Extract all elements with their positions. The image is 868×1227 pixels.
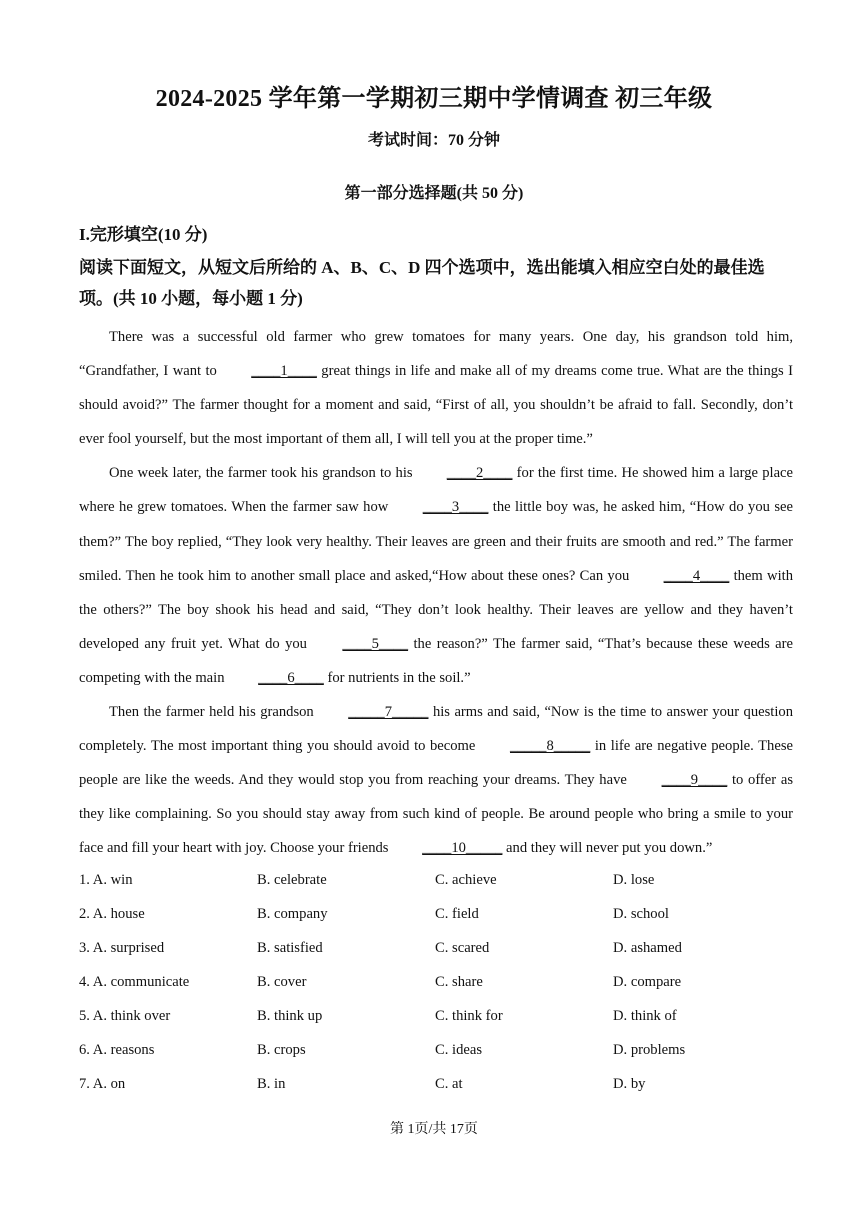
option-c: C. share <box>435 973 483 990</box>
option-a: 6. A. reasons <box>79 1042 155 1059</box>
option-c: C. achieve <box>435 871 497 888</box>
option-b: B. in <box>257 1076 286 1093</box>
option-b: B. satisfied <box>257 939 323 956</box>
option-a: 4. A. communicate <box>79 973 190 990</box>
blank-8: _____8_____ <box>509 738 591 755</box>
option-row <box>79 1068 793 1102</box>
option-c: C. think for <box>435 1007 503 1024</box>
option-c: C. field <box>435 905 479 922</box>
option-row <box>79 931 793 965</box>
option-d: D. ashamed <box>613 939 682 956</box>
passage-text: great things in life and make all of my dreams come true. What are the things I should avoid?” The farmer thought for a moment and said, “First of all, you shouldn’t be afraid to fall. Secondly, don’t ever fool yourself, but the most important of them all, I will tell you at the proper time.” <box>79 363 793 448</box>
cloze-passage <box>79 320 793 866</box>
passage-text: for the first time. He showed him a large place where he grew tomatoes. When the farmer saw how <box>79 465 793 516</box>
passage-paragraph-3 <box>79 695 793 865</box>
option-b: B. celebrate <box>257 871 327 888</box>
passage-paragraph-2 <box>79 456 793 695</box>
passage-text: his arms and said, “Now is the time to answer your question completely. The most important thing you should avoid to become <box>79 704 794 755</box>
passage-text: Then the farmer held his grandson <box>109 704 319 721</box>
option-row <box>79 1033 793 1067</box>
blank-2: ____2____ <box>446 465 513 482</box>
blank-1: ____1____ <box>251 363 317 380</box>
blank-10: ____10_____ <box>422 840 503 857</box>
exam-time: 考试时间：70 分钟 <box>367 132 500 149</box>
passage-text: There was a successful old farmer who grew tomatoes for many years. One day, his grandson told him, “Grandfather, I want to <box>79 329 793 380</box>
passage-text: the reason?” The farmer said, “That’s because these weeds are competing with the main <box>79 635 794 686</box>
option-d: D. by <box>613 1076 646 1093</box>
passage-text: to offer as they like complaining. So you should stay away from such kind of people. Be around people who bring a smile to your face and fill your heart with joy. Choose your friends <box>79 772 793 857</box>
option-b: B. company <box>257 905 328 922</box>
passage-text: them with the others?” The boy shook his head and said, “They don’t look healthy. Their leaves are yellow and they haven’t developed any fruit yet. What do you <box>79 567 793 652</box>
blank-3: ____3____ <box>422 499 489 516</box>
option-d: D. think of <box>613 1007 677 1024</box>
passage-text: in life are negative people. These people are like the weeds. And they would stop you from reaching your dreams. They have <box>79 738 793 789</box>
option-row <box>79 897 793 931</box>
part-title: 第一部分选择题(共 50 分) <box>344 185 524 202</box>
option-c: C. at <box>435 1076 463 1093</box>
answer-options <box>79 863 793 1102</box>
option-a: 3. A. surprised <box>79 939 165 956</box>
option-b: B. think up <box>257 1007 323 1024</box>
passage-text: for nutrients in the soil.” <box>323 669 471 686</box>
blank-4: ____4____ <box>663 567 730 584</box>
option-a: 2. A. house <box>79 905 145 922</box>
option-row <box>79 999 793 1033</box>
option-b: B. crops <box>257 1042 306 1059</box>
section-instructions: 阅读下面短文，从短文后所给的 A、B、C、D 四个选项中，选出能填入相应空白处的最佳选项。(共 10 小题，每小题 1 分) <box>79 258 765 308</box>
option-c: C. ideas <box>435 1042 483 1059</box>
passage-paragraph-1 <box>79 320 793 456</box>
blank-5: ____5____ <box>342 635 409 652</box>
option-a: 7. A. on <box>79 1076 126 1093</box>
blank-9: ____9____ <box>661 772 728 789</box>
option-d: D. school <box>613 905 669 922</box>
option-b: B. cover <box>257 973 307 990</box>
exam-title: 2024-2025 学年第一学期初三期中学情调查 初三年级 <box>155 86 713 112</box>
blank-6: ____6____ <box>258 669 324 686</box>
option-d: D. lose <box>613 871 655 888</box>
passage-text: the little boy was, he asked him, “How do you see them?” The boy replied, “They look very healthy. Their leaves are green and their fruits are smooth and red.” The farmer smiled. Then he took him to another small place and asked,“How about these ones? Can you <box>79 499 793 584</box>
option-row <box>79 863 793 897</box>
option-c: C. scared <box>435 939 490 956</box>
blank-7: _____7_____ <box>348 704 429 721</box>
option-a: 5. A. think over <box>79 1007 171 1024</box>
option-row <box>79 965 793 999</box>
option-d: D. compare <box>613 973 682 990</box>
option-a: 1. A. win <box>79 871 133 888</box>
passage-text: and they will never put you down.” <box>502 840 713 857</box>
page-number: 第 1页/共 17页 <box>390 1122 478 1137</box>
option-d: D. problems <box>613 1042 686 1059</box>
section-heading: I.完形填空(10 分) <box>79 225 208 244</box>
passage-text: One week later, the farmer took his grandson to his <box>109 465 417 482</box>
